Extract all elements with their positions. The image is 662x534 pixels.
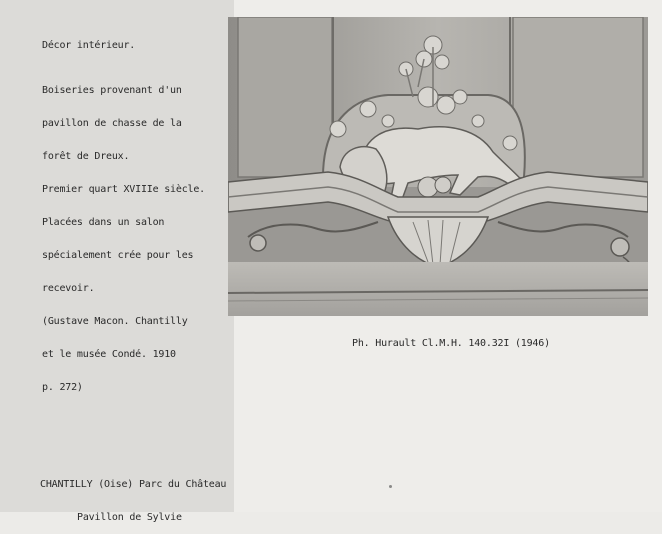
description-line: p. 272) [42, 382, 83, 393]
description-line: recevoir. [42, 283, 95, 294]
carved-panel-illustration [228, 17, 648, 316]
description-line: pavillon de chasse de la [42, 118, 182, 129]
description-line: spécialement crée pour les [42, 250, 194, 261]
location-label [40, 457, 226, 534]
paper-speck [389, 485, 392, 488]
card-description [42, 63, 205, 404]
description-line: (Gustave Macon. Chantilly [42, 316, 188, 327]
card-heading: Décor intérieur. [42, 40, 136, 51]
description-line: Boiseries provenant d'un [42, 85, 182, 96]
description-line: Placées dans un salon [42, 217, 165, 228]
photo-credit: Ph. Hurault Cl.M.H. 140.32I (1946) [352, 338, 550, 349]
description-line: forêt de Dreux. [42, 151, 130, 162]
location-line: Pavillon de Sylvie [77, 512, 182, 523]
location-line: CHANTILLY (Oise) Parc du Château [40, 479, 227, 490]
boiserie-photograph [228, 17, 648, 316]
description-line: Premier quart XVIIIe siècle. [42, 184, 205, 195]
description-line: et le musée Condé. 1910 [42, 349, 176, 360]
